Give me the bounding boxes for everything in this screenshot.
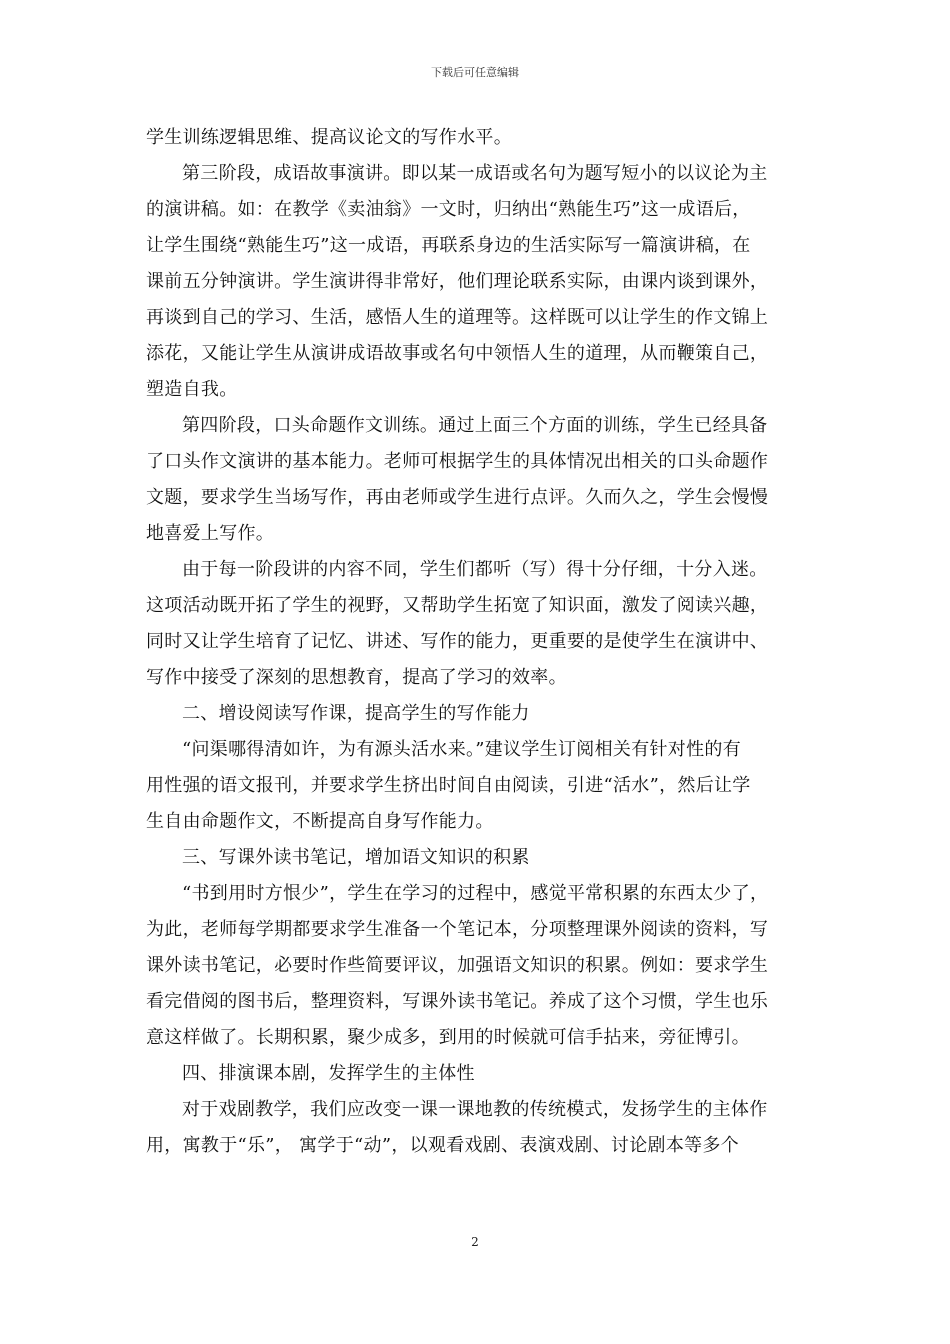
text-line: 意这样做了。长期积累，聚少成多，到用的时候就可信手拈来，旁征博引。 bbox=[146, 1027, 750, 1048]
text-line: 同时又让学生培育了记忆、讲述、写作的能力，更重要的是使学生在演讲中、 bbox=[146, 631, 769, 652]
text-line: 第四阶段，口头命题作文训练。通过上面三个方面的训练，学生已经具备 bbox=[182, 415, 768, 436]
section-heading: 四、排演课本剧，发挥学生的主体性 bbox=[182, 1063, 475, 1084]
text-line: 这项活动既开拓了学生的视野，又帮助学生拓宽了知识面，激发了阅读兴趣， bbox=[146, 595, 769, 616]
section-heading: 二、增设阅读写作课，提高学生的写作能力 bbox=[182, 703, 530, 724]
text-line: 了口头作文演讲的基本能力。老师可根据学生的具体情况出相关的口头命题作 bbox=[146, 451, 769, 472]
text-line: 添花，又能让学生从演讲成语故事或名句中领悟人生的道理，从而鞭策自己， bbox=[146, 343, 769, 364]
text-line: “问渠哪得清如许，为有源头活水来。”建议学生订阅相关有针对性的有 bbox=[182, 739, 742, 760]
text-line: 写作中接受了深刻的思想教育，提高了学习的效率。 bbox=[146, 667, 567, 688]
text-line: 用性强的语文报刊，并要求学生挤出时间自由阅读，引进“活水”，然后让学 bbox=[146, 775, 751, 796]
text-line: 第三阶段，成语故事演讲。即以某一成语或名句为题写短小的以议论为主 bbox=[182, 163, 768, 184]
page-number: 2 bbox=[471, 1235, 479, 1249]
text-line: 课前五分钟演讲。学生演讲得非常好，他们理论联系实际，由课内谈到课外， bbox=[146, 271, 769, 292]
text-line: 的演讲稿。如：在教学《卖油翁》一文时，归纳出“熟能生巧”这一成语后， bbox=[146, 199, 751, 220]
text-line: 地喜爱上写作。 bbox=[146, 523, 275, 544]
text-line: 让学生围绕“熟能生巧”这一成语，再联系身边的生活实际写一篇演讲稿，在 bbox=[146, 235, 751, 256]
section-heading: 三、写课外读书笔记，增加语文知识的积累 bbox=[182, 847, 530, 868]
text-line: 对于戏剧教学，我们应改变一课一课地教的传统模式，发扬学生的主体作 bbox=[182, 1099, 768, 1120]
text-line: 再谈到自己的学习、生活，感悟人生的道理等。这样既可以让学生的作文锦上 bbox=[146, 307, 769, 328]
text-line: 文题，要求学生当场写作，再由老师或学生进行点评。久而久之，学生会慢慢 bbox=[146, 487, 769, 508]
text-line: 用，寓教于“乐”， 寓学于“动”，以观看戏剧、表演戏剧、讨论剧本等多个 bbox=[146, 1135, 740, 1156]
text-line: 学生训练逻辑思维、提高议论文的写作水平。 bbox=[146, 127, 512, 148]
text-line: 看完借阅的图书后，整理资料，写课外读书笔记。养成了这个习惯，学生也乐 bbox=[146, 991, 769, 1012]
text-line: 课外读书笔记，必要时作些简要评议，加强语文知识的积累。例如：要求学生 bbox=[146, 955, 769, 976]
text-line: “书到用时方恨少”，学生在学习的过程中，感觉平常积累的东西太少了， bbox=[182, 883, 769, 904]
text-line: 生自由命题作文，不断提高自身写作能力。 bbox=[146, 811, 494, 832]
text-line: 由于每一阶段讲的内容不同，学生们都听（写）得十分仔细，十分入迷。 bbox=[182, 559, 768, 580]
page-header: 下载后可任意编辑 bbox=[431, 66, 519, 79]
text-line: 塑造自我。 bbox=[146, 379, 238, 400]
document-body bbox=[146, 120, 806, 1164]
text-line: 为此，老师每学期都要求学生准备一个笔记本，分项整理课外阅读的资料，写 bbox=[146, 919, 769, 940]
